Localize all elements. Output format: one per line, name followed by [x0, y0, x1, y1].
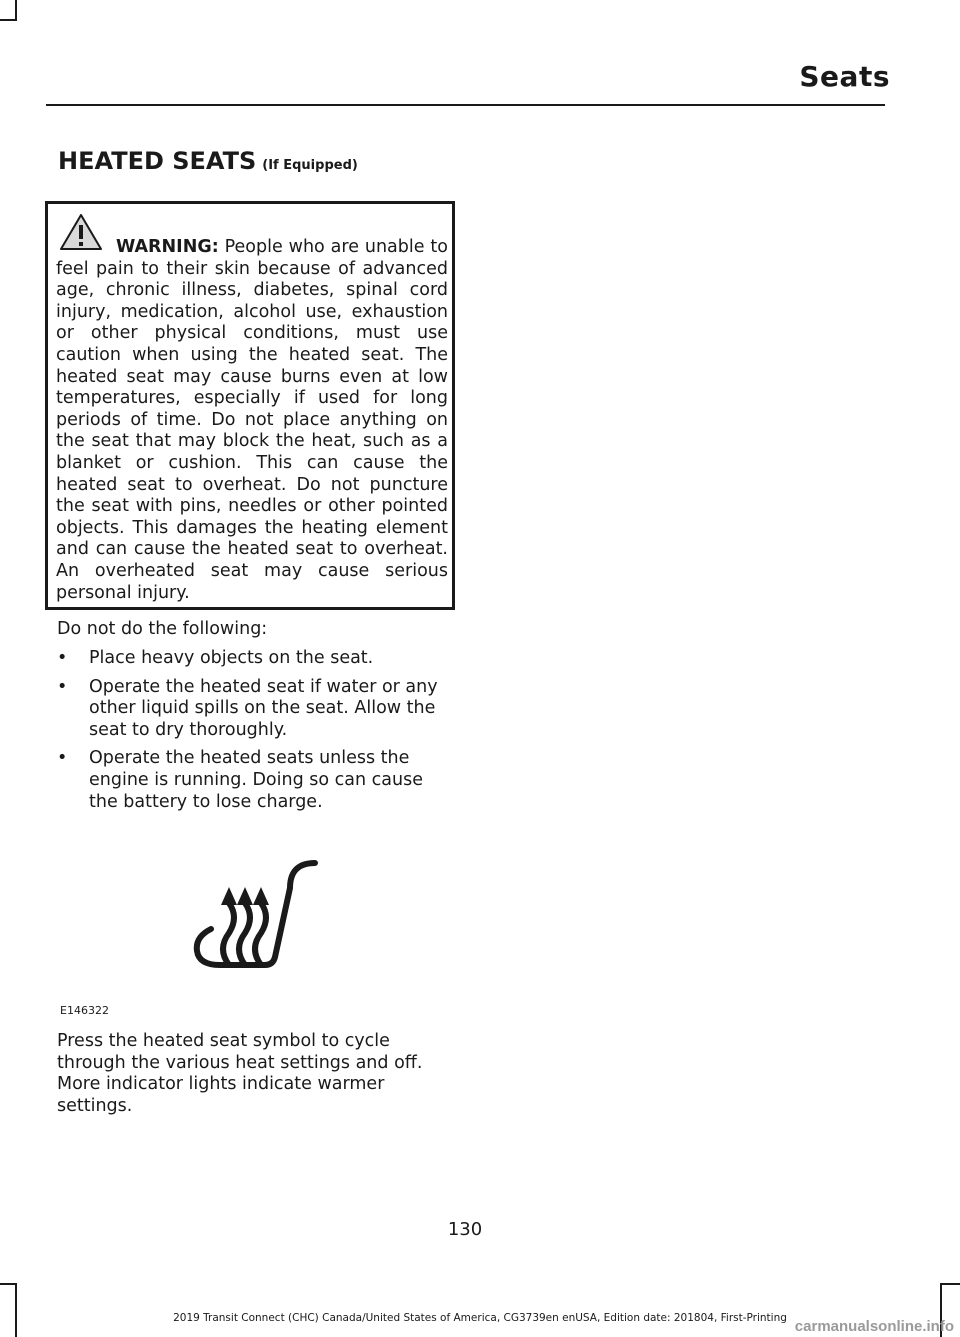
page-number: 130 [447, 1219, 483, 1240]
section-heading-text: HEATED SEATS [58, 147, 257, 175]
list-item-text: Operate the heated seat if water or any other liquid spills on the seat. Allow the seat to dry thoroughly. [89, 676, 438, 740]
crop-mark [15, 1283, 17, 1337]
bullet-mark: • [57, 748, 68, 769]
section-heading [58, 147, 358, 175]
section-heading-qualifier: (If Equipped) [262, 158, 358, 173]
bullet-mark: • [57, 648, 68, 668]
warning-box [45, 201, 455, 610]
list-item [57, 648, 452, 670]
list-item [57, 748, 452, 813]
header-divider [46, 104, 885, 106]
crop-mark [15, 0, 17, 20]
intro-text: Do not do the following: [57, 619, 268, 639]
watermark: carmanualsonline.info [794, 1318, 954, 1335]
crop-mark [0, 19, 17, 21]
list-item-text: Place heavy objects on the seat. [89, 648, 374, 668]
page-header-title: Seats [799, 60, 890, 93]
bullet-mark: • [57, 676, 68, 697]
figure-id: E146322 [60, 1004, 109, 1017]
bullet-list [57, 648, 452, 820]
warning-label: WARNING: [116, 237, 219, 257]
heated-seat-icon [185, 853, 325, 975]
list-item [57, 677, 452, 742]
crop-mark [940, 1283, 960, 1285]
warning-paragraph [56, 237, 448, 604]
list-item-text: Operate the heated seats unless the engine is running. Doing so can cause the battery to lose charge. [89, 748, 423, 812]
crop-mark [0, 1283, 17, 1285]
caption-text: Press the heated seat symbol to cycle through the various heat settings and off. More indicator lights indicate warmer settings. [57, 1031, 423, 1116]
footer-text: 2019 Transit Connect (CHC) Canada/United States of America, CG3739en enUSA, Edition date: 201804, First-Printing [173, 1312, 787, 1324]
warning-text: People who are unable to feel pain to their skin because of advanced age, chronic illness, diabetes, spinal cord injury, medication, alcohol use, exhaustion or other physical conditions, must use caution when using the heated seat. The heated seat may cause burns even at low temperatures, especially if used for long periods of time. Do not place anything on the seat that may block the heat, such as a blanket or cushion. This can cause the heated seat to overheat. Do not puncture the seat with pins, needles or other pointed objects. This damages the heating element and can cause the heated seat to overheat. An overheated seat may cause serious personal injury. [56, 237, 448, 603]
